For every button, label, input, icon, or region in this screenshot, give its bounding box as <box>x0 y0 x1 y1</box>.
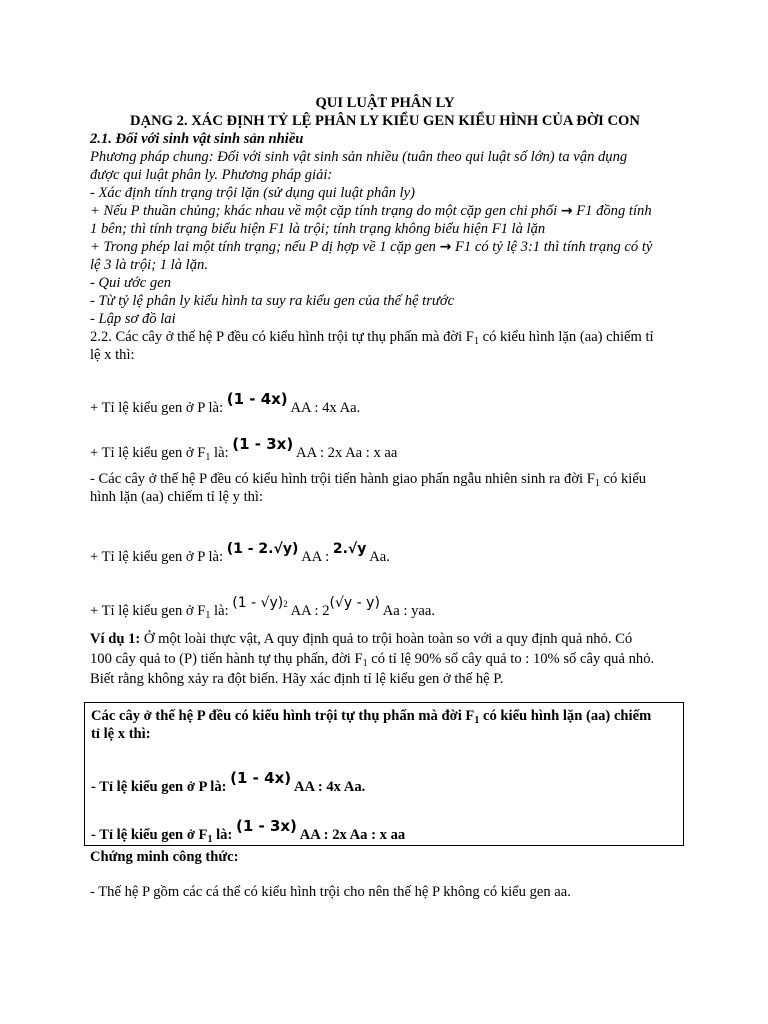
formula-p-self <box>90 390 360 417</box>
formula-expression-2: 2.√y <box>332 541 367 557</box>
bullet-dominance: - Xác định tính trạng trội lặn (sử dụng qui luật phân ly) <box>90 185 415 201</box>
formula-f1-random <box>90 594 435 620</box>
formula-label: + Tỉ lệ kiểu gen ở F <box>90 445 206 461</box>
case-1-line-1 <box>90 202 652 220</box>
box-line-2: tỉ lệ x thì: <box>91 726 151 742</box>
superscript: 2 <box>283 599 288 609</box>
box-text-b: có kiểu hình lặn (aa) chiếm <box>479 708 652 724</box>
formula-expression: (1 - √y) <box>232 595 284 611</box>
formula-mid: AA : <box>298 549 333 565</box>
box-text-a: Các cây ở thế hệ P đều có kiểu hình trội tự thụ phấn mà đời F <box>91 708 475 724</box>
example-line-3: Biết rằng không xảy ra đột biến. Hãy xác định tỉ lệ kiểu gen ở thế hệ P. <box>90 671 504 687</box>
proof-line-1: - Thế hệ P gồm các cá thể có kiểu hình trội cho nên thế hệ P không có kiểu gen aa. <box>90 884 571 900</box>
bullet-gene-convention: - Qui ước gen <box>90 275 171 291</box>
example-label: Ví dụ 1: <box>90 631 141 647</box>
page-title: QUI LUẬT PHÂN LY <box>315 95 455 111</box>
case-2-text-b: F1 có tỷ lệ 3:1 thì tính trạng có tỷ <box>451 239 653 255</box>
subscript: 1 <box>594 478 600 489</box>
proof-heading: Chứng minh công thức: <box>90 849 239 865</box>
box-formula-f1 <box>91 817 405 844</box>
bullet-infer-genotype: - Từ tỷ lệ phân ly kiểu hình ta suy ra kiểu gen của thế hệ trước <box>90 293 455 309</box>
subscript: 1 <box>473 336 479 347</box>
formula-rest: AA : 2x Aa : x aa <box>293 445 398 461</box>
formula-label: + Tỉ lệ kiểu gen ở P là: <box>90 400 227 416</box>
subscript: 1 <box>207 834 213 845</box>
section-2-2-text-b: có kiểu hình lặn (aa) chiếm tỉ <box>478 329 654 345</box>
case-2-line-1 <box>90 238 652 256</box>
random-mating-line-2: hình lặn (aa) chiếm tỉ lệ y thì: <box>90 489 264 505</box>
formula-label-b: là: <box>210 445 233 461</box>
example-text: Ở một loài thực vật, A quy định quả to trội hoàn toàn so với a quy định quả nhỏ. Có <box>140 631 633 647</box>
formula-mid: AA : 2 <box>287 603 330 619</box>
formula-label: - Tỉ lệ kiểu gen ở P là: <box>91 779 231 795</box>
example-line-1 <box>90 630 632 648</box>
formula-rest: AA : 4x Aa. <box>291 779 366 795</box>
formula-p-random <box>90 540 390 566</box>
method-line-2: được qui luật phân ly. Phương pháp giải: <box>90 167 333 183</box>
formula-label: - Tỉ lệ kiểu gen ở F <box>91 827 208 843</box>
formula-rest: AA : 4x Aa. <box>287 400 361 416</box>
arrow-icon: → <box>439 239 452 255</box>
formula-summary-box <box>84 702 684 846</box>
example-text-b: có tỉ lệ 90% số cây quả to : 10% số cây quả nhỏ. <box>367 651 655 667</box>
page-subtitle: DẠNG 2. XÁC ĐỊNH TỶ LỆ PHÂN LY KIỂU GEN KIỂU HÌNH CỦA ĐỜI CON <box>130 113 640 129</box>
formula-rest: AA : 2x Aa : x aa <box>296 827 406 843</box>
formula-label: + Tỉ lệ kiểu gen ở P là: <box>90 549 227 565</box>
formula-expression-2: (√y - y) <box>329 595 380 611</box>
formula-label-b: là: <box>210 603 233 619</box>
random-mating-line-1 <box>90 470 646 488</box>
random-mating-text-a: - Các cây ở thế hệ P đều có kiểu hình trội tiến hành giao phấn ngẫu nhiên sinh ra đời F <box>90 471 595 487</box>
formula-label-b: là: <box>212 827 236 843</box>
subscript: 1 <box>474 715 480 726</box>
section-2-2-line-1 <box>90 328 654 346</box>
method-line-1: Phương pháp chung: Đối với sinh vật sinh sản nhiều (tuân theo qui luật số lớn) ta vận dụng <box>90 149 628 165</box>
formula-rest: Aa. <box>366 549 390 565</box>
random-mating-text-b: có kiểu <box>599 471 647 487</box>
case-2-line-2: lệ 3 là trội; 1 là lặn. <box>90 257 208 273</box>
formula-rest: Aa : yaa. <box>379 603 436 619</box>
subscript: 1 <box>205 610 211 621</box>
formula-expression: (1 - 3x) <box>232 435 294 453</box>
example-text-a: 100 cây quả to (P) tiến hành tự thụ phấn, đời F <box>90 651 363 667</box>
section-2-1-heading: 2.1. Đối với sinh vật sinh sản nhiều <box>90 131 304 147</box>
example-line-2 <box>90 650 654 668</box>
formula-expression: (1 - 4x) <box>226 390 288 408</box>
section-2-2-line-2: lệ x thì: <box>90 347 135 363</box>
section-2-2-text-a: 2.2. Các cây ở thế hệ P đều có kiểu hình trội tự thụ phấn mà đời F <box>90 329 474 345</box>
case-1-line-2: 1 bên; thì tính trạng biểu hiện F1 là trội; tính trạng không biểu hiện F1 là lặn <box>90 221 546 237</box>
arrow-icon: → <box>560 203 573 219</box>
formula-f1-self <box>90 435 397 462</box>
case-1-text-a: + Nếu P thuần chủng; khác nhau về một cặp tính trạng do một cặp gen chi phối <box>90 203 561 219</box>
formula-expression: (1 - 2.√y) <box>226 541 299 557</box>
formula-label: + Tỉ lệ kiểu gen ở F <box>90 603 206 619</box>
formula-expression: (1 - 4x) <box>230 769 292 787</box>
bullet-cross-diagram: - Lập sơ đồ lai <box>90 311 176 327</box>
box-formula-p <box>91 769 365 796</box>
formula-expression: (1 - 3x) <box>235 817 297 835</box>
case-2-text-a: + Trong phép lai một tính trạng; nếu P dị hợp về 1 cặp gen <box>90 239 440 255</box>
subscript: 1 <box>362 658 368 669</box>
case-1-text-b: F1 đồng tính <box>572 203 652 219</box>
box-line-1 <box>91 707 651 725</box>
subscript: 1 <box>205 452 211 463</box>
